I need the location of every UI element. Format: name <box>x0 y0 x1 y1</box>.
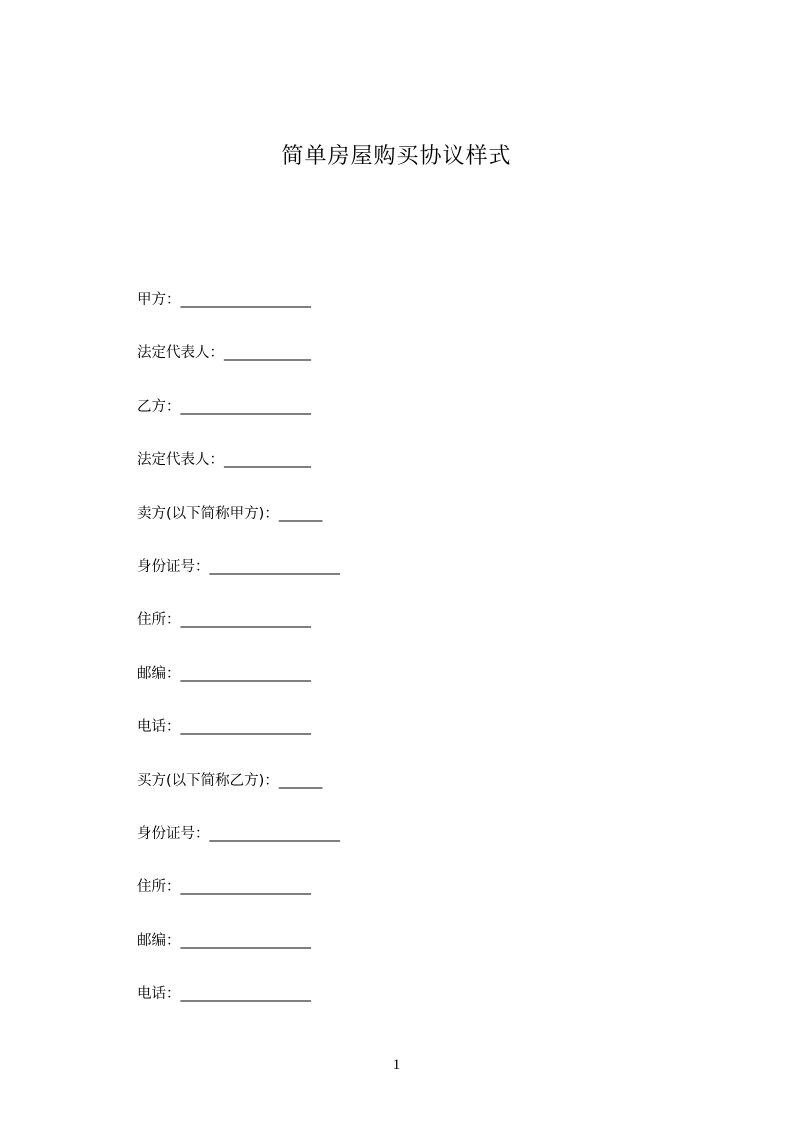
field-blank: __________________ <box>180 879 311 896</box>
field-blank: __________________ <box>180 398 311 415</box>
field-buyer <box>137 771 697 824</box>
field-party-b <box>137 397 697 450</box>
field-label: 住所： <box>137 612 181 629</box>
field-party-a <box>137 290 697 343</box>
field-seller-postcode <box>137 664 697 717</box>
field-seller-id-number <box>137 557 697 610</box>
page-number: 1 <box>392 1057 401 1073</box>
field-blank: __________________ <box>209 825 340 842</box>
field-label: 买方(以下简称乙方)： <box>137 772 279 789</box>
field-blank: __________________ <box>180 665 311 682</box>
field-label: 身份证号： <box>137 825 210 842</box>
field-party-a-representative <box>137 343 697 396</box>
field-blank: __________________ <box>180 932 311 949</box>
field-label: 法定代表人： <box>137 452 224 469</box>
field-blank: __________________ <box>180 719 311 736</box>
field-label: 身份证号： <box>137 558 210 575</box>
field-label: 卖方(以下简称甲方)： <box>137 505 279 522</box>
field-label: 法定代表人： <box>137 345 224 362</box>
field-seller-phone <box>137 717 697 770</box>
field-label: 邮编： <box>137 932 181 949</box>
field-blank: ______ <box>278 505 323 522</box>
field-blank: __________________ <box>209 558 340 575</box>
field-label: 乙方： <box>137 398 181 415</box>
field-blank: ____________ <box>224 452 311 469</box>
field-blank: __________________ <box>180 986 311 1003</box>
field-label: 甲方： <box>137 292 181 308</box>
field-seller-address <box>137 610 697 663</box>
field-buyer-id-number <box>137 824 697 877</box>
field-label: 邮编： <box>137 665 181 682</box>
field-label: 电话： <box>137 719 181 736</box>
field-label: 住所： <box>137 879 181 896</box>
field-blank: ____________ <box>224 345 311 362</box>
field-blank: __________________ <box>180 612 311 629</box>
field-blank: __________________ <box>180 292 311 308</box>
field-seller <box>137 504 697 557</box>
field-label: 电话： <box>137 986 181 1003</box>
field-buyer-address <box>137 877 697 930</box>
party-info-list <box>137 290 697 1037</box>
document-title: 简单房屋购买协议样式 <box>281 144 512 169</box>
field-buyer-phone <box>137 984 697 1037</box>
field-party-b-representative <box>137 450 697 503</box>
field-buyer-postcode <box>137 931 697 984</box>
field-blank: ______ <box>278 772 323 789</box>
